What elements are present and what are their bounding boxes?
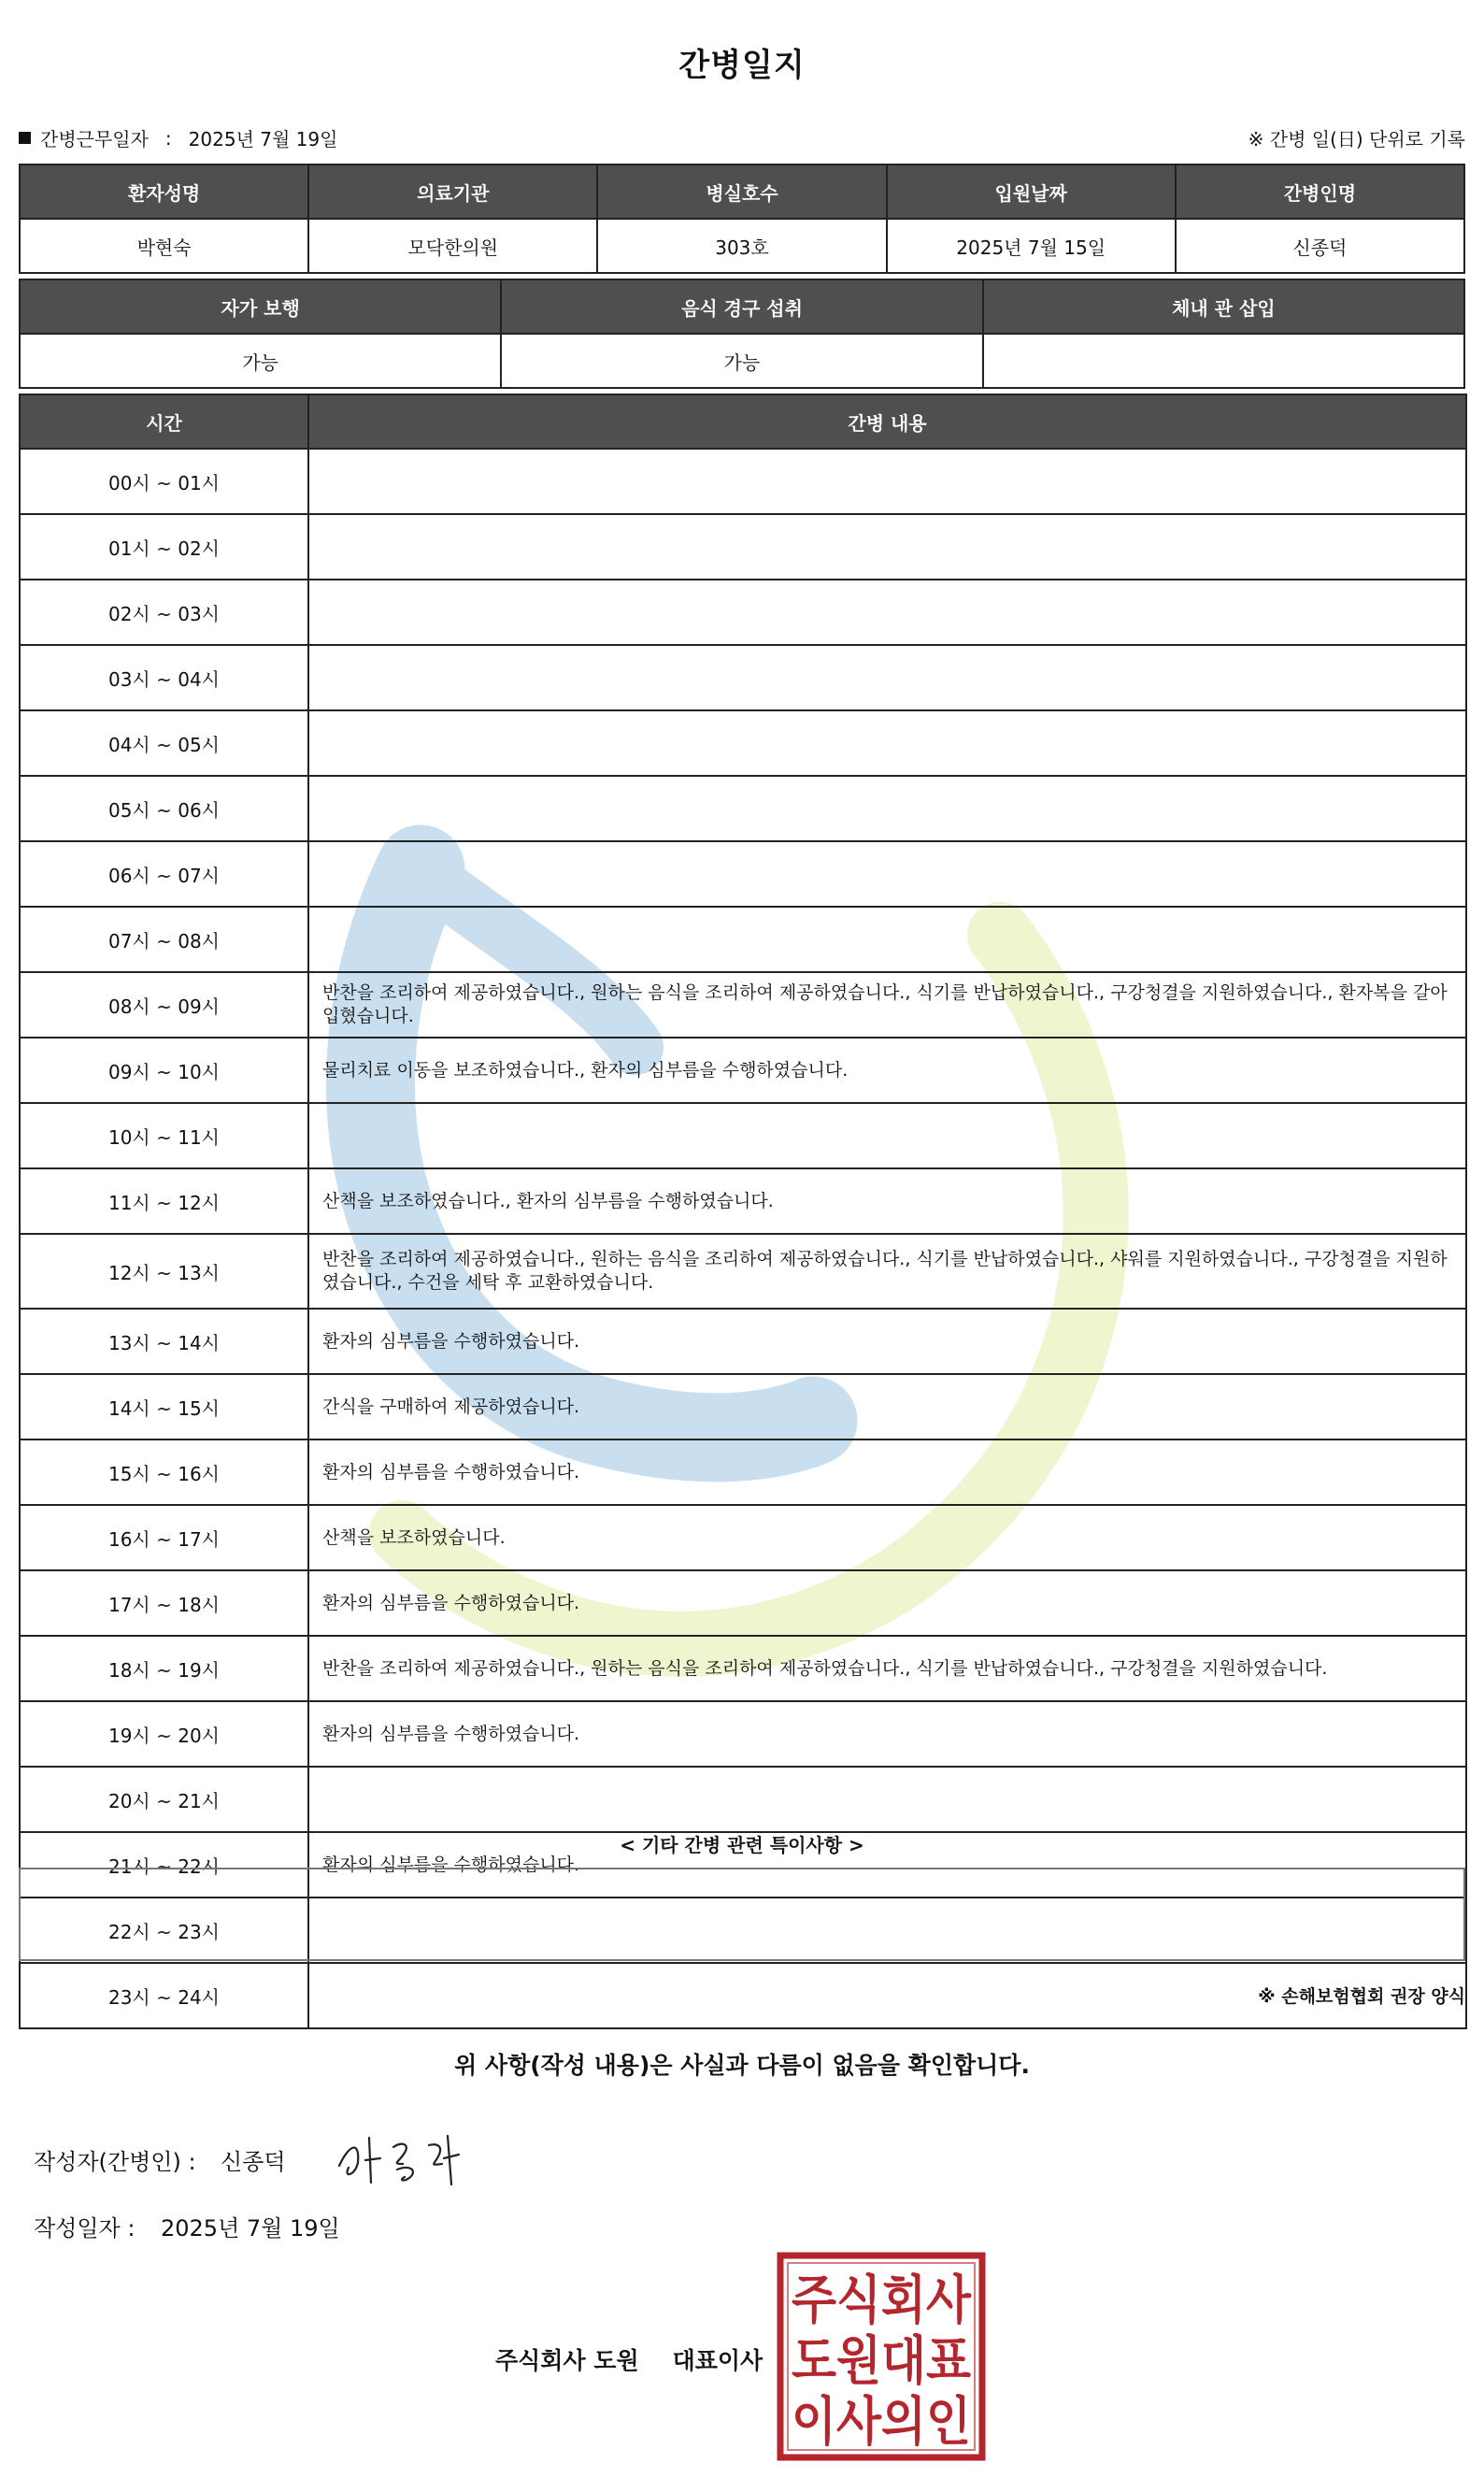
care-log-content: 반찬을 조리하여 제공하였습니다., 원하는 음식을 조리하여 제공하였습니다., 식기를 반납하였습니다., 구강청결을 지원하였습니다.	[308, 1636, 1466, 1701]
care-log-row	[20, 1234, 1466, 1309]
write-date-label: 작성일자 :	[34, 2215, 136, 2241]
seal-line-3: 이사의인	[792, 2392, 971, 2453]
care-log-content	[308, 1103, 1466, 1168]
work-date-label: 간병근무일자	[40, 128, 149, 150]
care-log-content	[308, 1767, 1466, 1832]
care-log-row	[20, 1570, 1466, 1636]
seal-line-2: 도원대표	[792, 2331, 971, 2392]
daily-record-note: ※ 간병 일(日) 단위로 기록	[1248, 128, 1465, 150]
header-time: 시간	[20, 394, 308, 449]
care-log-row	[20, 1038, 1466, 1103]
patient-info-value-row	[20, 219, 1464, 273]
care-log-content: 환자의 심부름을 수행하였습니다.	[308, 1832, 1466, 1898]
care-log-row	[20, 1103, 1466, 1168]
care-log-row	[20, 645, 1466, 710]
patient-info-table	[19, 164, 1465, 274]
care-log-time: 08시 ~ 09시	[20, 972, 308, 1038]
care-log-time: 02시 ~ 03시	[20, 580, 308, 645]
value-self-walking: 가능	[20, 334, 501, 388]
care-log-table	[19, 394, 1467, 2029]
care-log-content: 환자의 심부름을 수행하였습니다.	[308, 1439, 1466, 1505]
care-log-row	[20, 710, 1466, 776]
care-log-content	[308, 776, 1466, 841]
care-log-row	[20, 1374, 1466, 1439]
care-log-content: 반찬을 조리하여 제공하였습니다., 원하는 음식을 조리하여 제공하였습니다., 식기를 반납하였습니다., 샤워를 지원하였습니다., 구강청결을 지원하였습니다., 수건을 세탁 후 교환하였습니다.	[308, 1234, 1466, 1309]
care-log-content: 간식을 구매하여 제공하였습니다.	[308, 1374, 1466, 1439]
care-log-content	[308, 645, 1466, 710]
care-log-row	[20, 1439, 1466, 1505]
care-log-row	[20, 1636, 1466, 1701]
special-notes-box	[19, 1868, 1465, 1961]
care-log-content: 물리치료 이동을 보조하였습니다., 환자의 심부름을 수행하였습니다.	[308, 1038, 1466, 1103]
header-admission-date: 입원날짜	[887, 165, 1176, 219]
care-log-row	[20, 1309, 1466, 1374]
work-date-value: 2025년 7월 19일	[188, 128, 338, 150]
value-caregiver-name: 신종덕	[1176, 219, 1464, 273]
care-log-content: 산책을 보조하였습니다., 환자의 심부름을 수행하였습니다.	[308, 1168, 1466, 1234]
header-caregiver-name: 간병인명	[1176, 165, 1464, 219]
care-log-time: 00시 ~ 01시	[20, 449, 308, 514]
header-room: 병실호수	[597, 165, 886, 219]
care-log-row	[20, 1767, 1466, 1832]
company-title: 대표이사	[672, 2347, 763, 2374]
care-log-row	[20, 1168, 1466, 1234]
care-log-time: 22시 ~ 23시	[20, 1898, 308, 1963]
header-patient-name: 환자성명	[20, 165, 308, 219]
care-log-row	[20, 907, 1466, 972]
work-date-line	[19, 124, 337, 151]
care-log-time: 03시 ~ 04시	[20, 645, 308, 710]
writer-label: 작성자(간병인) :	[34, 2149, 196, 2175]
patient-status-value-row	[20, 334, 1464, 388]
care-log-time: 20시 ~ 21시	[20, 1767, 308, 1832]
care-log-content: 환자의 심부름을 수행하였습니다.	[308, 1701, 1466, 1767]
care-log-content: 산책을 보조하였습니다.	[308, 1505, 1466, 1570]
header-oral-intake: 음식 경구 섭취	[501, 279, 982, 334]
value-institution: 모닥한의원	[308, 219, 597, 273]
writer-name: 신종덕	[221, 2149, 286, 2175]
care-log-time: 12시 ~ 13시	[20, 1234, 308, 1309]
value-patient-name: 박현숙	[20, 219, 308, 273]
value-room: 303호	[597, 219, 886, 273]
care-log-row	[20, 580, 1466, 645]
care-log-content	[308, 841, 1466, 907]
handwritten-signature	[332, 2127, 472, 2192]
patient-status-table	[19, 279, 1465, 389]
care-log-content: 환자의 심부름을 수행하였습니다.	[308, 1309, 1466, 1374]
form-source-note: ※ 손해보험협회 권장 양식	[1258, 1986, 1465, 2007]
care-log-row	[20, 1505, 1466, 1570]
care-log-time: 04시 ~ 05시	[20, 710, 308, 776]
confirmation-statement: 위 사항(작성 내용)은 사실과 다름이 없음을 확인합니다.	[454, 2052, 1030, 2079]
care-log-time: 09시 ~ 10시	[20, 1038, 308, 1103]
care-log-row	[20, 514, 1466, 580]
value-oral-intake: 가능	[501, 334, 982, 388]
care-log-content	[308, 710, 1466, 776]
care-log-content: 환자의 심부름을 수행하였습니다.	[308, 1570, 1466, 1636]
care-log-row	[20, 1701, 1466, 1767]
care-log-content	[308, 514, 1466, 580]
care-log-time: 10시 ~ 11시	[20, 1103, 308, 1168]
write-date-line	[34, 2210, 340, 2242]
care-log-row	[20, 972, 1466, 1038]
patient-info-header-row	[20, 165, 1464, 219]
header-tube-insertion: 체내 관 삽입	[983, 279, 1464, 334]
header-institution: 의료기관	[308, 165, 597, 219]
care-log-header-row	[20, 394, 1466, 449]
care-log-time: 01시 ~ 02시	[20, 514, 308, 580]
bullet-square-icon	[19, 132, 31, 144]
care-log-time: 17시 ~ 18시	[20, 1570, 308, 1636]
work-date-colon: :	[164, 126, 172, 150]
care-log-time: 13시 ~ 14시	[20, 1309, 308, 1374]
value-admission-date: 2025년 7월 15일	[887, 219, 1176, 273]
care-log-time: 23시 ~ 24시	[20, 1963, 308, 2028]
care-log-time: 19시 ~ 20시	[20, 1701, 308, 1767]
patient-status-header-row	[20, 279, 1464, 334]
care-log-time: 14시 ~ 15시	[20, 1374, 308, 1439]
care-log-time: 06시 ~ 07시	[20, 841, 308, 907]
care-log-time: 05시 ~ 06시	[20, 776, 308, 841]
document-title: 간병일지	[678, 47, 806, 84]
header-self-walking: 자가 보행	[20, 279, 501, 334]
special-notes-title: < 기타 간병 관련 특이사항 >	[620, 1834, 864, 1856]
care-log-content	[308, 449, 1466, 514]
value-tube-insertion	[983, 334, 1464, 388]
write-date-value: 2025년 7월 19일	[161, 2215, 340, 2241]
care-log-row	[20, 449, 1466, 514]
header-care-content: 간병 내용	[308, 394, 1466, 449]
company-name: 주식회사 도원	[495, 2347, 639, 2374]
care-log-content: 반찬을 조리하여 제공하였습니다., 원하는 음식을 조리하여 제공하였습니다., 식기를 반납하였습니다., 구강청결을 지원하였습니다., 환자복을 갈아입혔습니다.	[308, 972, 1466, 1038]
care-log-time: 16시 ~ 17시	[20, 1505, 308, 1570]
company-seal-stamp	[776, 2251, 987, 2462]
care-log-row	[20, 841, 1466, 907]
care-log-time: 21시 ~ 22시	[20, 1832, 308, 1898]
care-log-time: 15시 ~ 16시	[20, 1439, 308, 1505]
care-log-row	[20, 776, 1466, 841]
writer-line	[34, 2143, 286, 2176]
care-log-time: 18시 ~ 19시	[20, 1636, 308, 1701]
company-line	[495, 2342, 763, 2376]
care-log-content	[308, 907, 1466, 972]
care-log-time: 07시 ~ 08시	[20, 907, 308, 972]
care-log-content	[308, 580, 1466, 645]
care-log-time: 11시 ~ 12시	[20, 1168, 308, 1234]
care-log-row	[20, 1963, 1466, 2028]
seal-line-1: 주식회사	[792, 2270, 972, 2331]
